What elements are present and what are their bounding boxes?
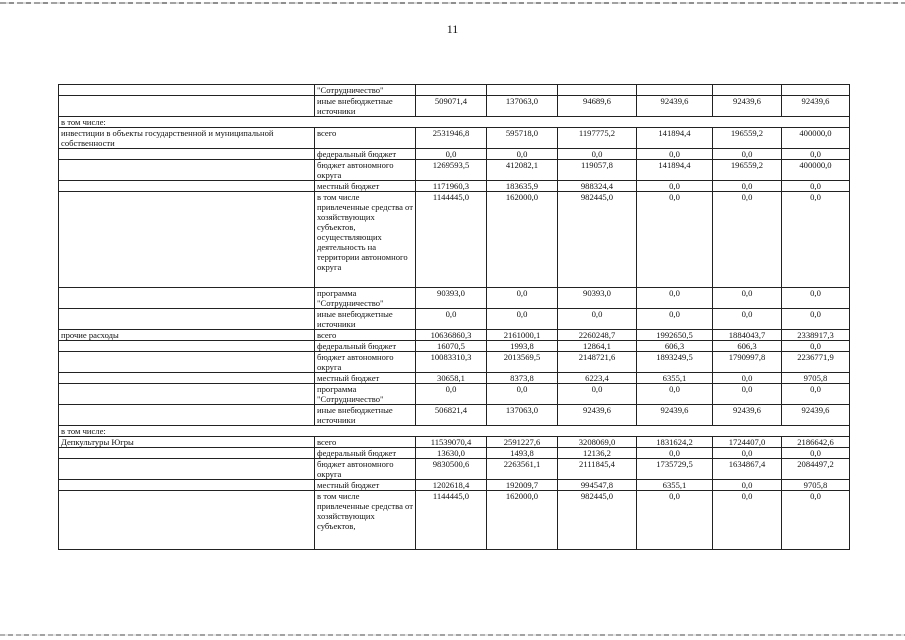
amount-cell: 0,0 <box>637 448 713 459</box>
funding-source: местный бюджет <box>315 480 416 491</box>
amount-cell: 1884043,7 <box>713 330 782 341</box>
amount-cell: 595718,0 <box>487 128 558 149</box>
table-row <box>59 85 850 96</box>
amount-cell: 162000,0 <box>487 192 558 288</box>
amount-cell: 1269593,5 <box>416 160 487 181</box>
amount-cell: 192009,7 <box>487 480 558 491</box>
amount-cell: 137063,0 <box>487 96 558 117</box>
amount-cell: 92439,6 <box>782 405 850 426</box>
funding-source: всего <box>315 330 416 341</box>
amount-cell: 0,0 <box>637 181 713 192</box>
amount-cell: 141894,4 <box>637 160 713 181</box>
funding-source: федеральный бюджет <box>315 341 416 352</box>
amount-cell: 0,0 <box>782 288 850 309</box>
table-row <box>59 96 850 117</box>
funding-source: федеральный бюджет <box>315 448 416 459</box>
funding-source: федеральный бюджет <box>315 149 416 160</box>
amount-cell: 92439,6 <box>782 96 850 117</box>
row-name <box>59 192 315 288</box>
amount-cell: 0,0 <box>782 384 850 405</box>
amount-cell: 0,0 <box>782 309 850 330</box>
amount-cell: 0,0 <box>416 384 487 405</box>
table-row <box>59 448 850 459</box>
amount-cell: 982445,0 <box>558 192 637 288</box>
table-row <box>59 352 850 373</box>
amount-cell: 0,0 <box>782 192 850 288</box>
amount-cell: 16070,5 <box>416 341 487 352</box>
table-row <box>59 373 850 384</box>
amount-cell: 0,0 <box>637 192 713 288</box>
amount-cell: 506821,4 <box>416 405 487 426</box>
row-name: инвестиции в объекты государственной и муниципальной собственности <box>59 128 315 149</box>
amount-cell <box>782 85 850 96</box>
row-name <box>59 491 315 550</box>
amount-cell: 1493,8 <box>487 448 558 459</box>
amount-cell: 988324,4 <box>558 181 637 192</box>
amount-cell: 0,0 <box>713 384 782 405</box>
amount-cell <box>713 85 782 96</box>
amount-cell: 0,0 <box>713 491 782 550</box>
table-row <box>59 405 850 426</box>
amount-cell: 606,3 <box>637 341 713 352</box>
amount-cell: 2260248,7 <box>558 330 637 341</box>
amount-cell: 0,0 <box>637 149 713 160</box>
row-name <box>59 288 315 309</box>
table-row <box>59 437 850 448</box>
amount-cell: 400000,0 <box>782 160 850 181</box>
row-name <box>59 341 315 352</box>
amount-cell: 606,3 <box>713 341 782 352</box>
table-body <box>59 85 850 550</box>
table-row <box>59 192 850 288</box>
funding-source: бюджет автономного округа <box>315 459 416 480</box>
amount-cell: 1724407,0 <box>713 437 782 448</box>
row-name <box>59 448 315 459</box>
amount-cell: 2111845,4 <box>558 459 637 480</box>
funding-source: бюджет автономного округа <box>315 352 416 373</box>
funding-source: местный бюджет <box>315 373 416 384</box>
amount-cell: 1790997,8 <box>713 352 782 373</box>
amount-cell: 92439,6 <box>637 96 713 117</box>
row-name <box>59 160 315 181</box>
amount-cell: 0,0 <box>713 309 782 330</box>
amount-cell: 0,0 <box>637 288 713 309</box>
amount-cell: 11539070,4 <box>416 437 487 448</box>
amount-cell: 6355,1 <box>637 480 713 491</box>
table-row <box>59 341 850 352</box>
amount-cell: 9705,8 <box>782 373 850 384</box>
amount-cell: 2013569,5 <box>487 352 558 373</box>
amount-cell: 6223,4 <box>558 373 637 384</box>
amount-cell: 1197775,2 <box>558 128 637 149</box>
amount-cell <box>558 85 637 96</box>
amount-cell: 2236771,9 <box>782 352 850 373</box>
amount-cell: 509071,4 <box>416 96 487 117</box>
funding-source: в том числе привлеченные средства от хозяйствующих субъектов, осуществляющих деятельность на территории автономного округа <box>315 192 416 288</box>
row-name <box>59 85 315 96</box>
amount-cell: 1144445,0 <box>416 491 487 550</box>
amount-cell: 12864,1 <box>558 341 637 352</box>
table-row <box>59 288 850 309</box>
amount-cell: 0,0 <box>416 149 487 160</box>
amount-cell: 1831624,2 <box>637 437 713 448</box>
amount-cell: 0,0 <box>487 149 558 160</box>
row-name <box>59 384 315 405</box>
row-name <box>59 181 315 192</box>
amount-cell: 141894,4 <box>637 128 713 149</box>
table-row <box>59 330 850 341</box>
table-row <box>59 160 850 181</box>
amount-cell: 1735729,5 <box>637 459 713 480</box>
section-row <box>59 426 850 437</box>
amount-cell: 2161000,1 <box>487 330 558 341</box>
amount-cell: 0,0 <box>713 181 782 192</box>
funding-source: всего <box>315 128 416 149</box>
amount-cell: 0,0 <box>637 491 713 550</box>
row-name <box>59 352 315 373</box>
funding-source: "Сотрудничество" <box>315 85 416 96</box>
amount-cell: 400000,0 <box>782 128 850 149</box>
amount-cell: 0,0 <box>487 309 558 330</box>
amount-cell: 196559,2 <box>713 128 782 149</box>
amount-cell: 0,0 <box>487 384 558 405</box>
funding-source: местный бюджет <box>315 181 416 192</box>
funding-source: в том числе привлеченные средства от хозяйствующих субъектов, <box>315 491 416 550</box>
row-name <box>59 96 315 117</box>
funding-source: иные внебюджетные источники <box>315 405 416 426</box>
amount-cell: 94689,6 <box>558 96 637 117</box>
amount-cell: 2148721,6 <box>558 352 637 373</box>
amount-cell: 0,0 <box>637 384 713 405</box>
amount-cell: 2186642,6 <box>782 437 850 448</box>
amount-cell: 2531946,8 <box>416 128 487 149</box>
amount-cell: 2591227,6 <box>487 437 558 448</box>
amount-cell: 0,0 <box>782 341 850 352</box>
section-label: в том числе: <box>59 117 850 128</box>
budget-table <box>58 84 850 550</box>
amount-cell: 1144445,0 <box>416 192 487 288</box>
section-row <box>59 117 850 128</box>
amount-cell: 162000,0 <box>487 491 558 550</box>
amount-cell: 0,0 <box>713 373 782 384</box>
amount-cell <box>637 85 713 96</box>
scan-edge-bottom <box>0 634 905 636</box>
row-name: Депкультуры Югры <box>59 437 315 448</box>
amount-cell: 1202618,4 <box>416 480 487 491</box>
amount-cell: 994547,8 <box>558 480 637 491</box>
amount-cell: 0,0 <box>713 149 782 160</box>
row-name <box>59 405 315 426</box>
row-name: прочие расходы <box>59 330 315 341</box>
amount-cell: 137063,0 <box>487 405 558 426</box>
amount-cell: 92439,6 <box>713 96 782 117</box>
amount-cell: 0,0 <box>558 309 637 330</box>
row-name <box>59 309 315 330</box>
table-row <box>59 459 850 480</box>
table-row <box>59 480 850 491</box>
amount-cell: 90393,0 <box>416 288 487 309</box>
row-name <box>59 373 315 384</box>
amount-cell: 0,0 <box>782 181 850 192</box>
amount-cell: 92439,6 <box>637 405 713 426</box>
funding-source: программа "Сотрудничество" <box>315 288 416 309</box>
amount-cell: 3208069,0 <box>558 437 637 448</box>
amount-cell: 1634867,4 <box>713 459 782 480</box>
amount-cell: 0,0 <box>782 448 850 459</box>
row-name <box>59 480 315 491</box>
amount-cell: 0,0 <box>713 480 782 491</box>
amount-cell: 6355,1 <box>637 373 713 384</box>
amount-cell: 982445,0 <box>558 491 637 550</box>
amount-cell: 90393,0 <box>558 288 637 309</box>
page-number: 11 <box>446 22 459 36</box>
amount-cell: 412082,1 <box>487 160 558 181</box>
amount-cell: 12136,2 <box>558 448 637 459</box>
amount-cell: 1992650,5 <box>637 330 713 341</box>
funding-source: бюджет автономного округа <box>315 160 416 181</box>
amount-cell: 0,0 <box>713 288 782 309</box>
amount-cell: 0,0 <box>782 491 850 550</box>
amount-cell: 0,0 <box>637 309 713 330</box>
amount-cell: 10636860,3 <box>416 330 487 341</box>
amount-cell: 1893249,5 <box>637 352 713 373</box>
funding-source: программа "Сотрудничество" <box>315 384 416 405</box>
amount-cell: 0,0 <box>416 309 487 330</box>
row-name <box>59 149 315 160</box>
section-label: в том числе: <box>59 426 850 437</box>
table-row <box>59 149 850 160</box>
amount-cell <box>416 85 487 96</box>
amount-cell: 196559,2 <box>713 160 782 181</box>
amount-cell: 2263561,1 <box>487 459 558 480</box>
table-row <box>59 128 850 149</box>
amount-cell: 9830500,6 <box>416 459 487 480</box>
amount-cell: 2084497,2 <box>782 459 850 480</box>
amount-cell: 2338917,3 <box>782 330 850 341</box>
table-row <box>59 181 850 192</box>
table-row <box>59 491 850 550</box>
amount-cell: 183635,9 <box>487 181 558 192</box>
amount-cell: 92439,6 <box>713 405 782 426</box>
amount-cell: 119057,8 <box>558 160 637 181</box>
amount-cell: 0,0 <box>713 448 782 459</box>
scan-edge-top <box>0 2 905 4</box>
amount-cell: 0,0 <box>558 149 637 160</box>
funding-source: всего <box>315 437 416 448</box>
amount-cell: 0,0 <box>713 192 782 288</box>
amount-cell: 10083310,3 <box>416 352 487 373</box>
amount-cell: 1171960,3 <box>416 181 487 192</box>
amount-cell: 1993,8 <box>487 341 558 352</box>
row-name <box>59 459 315 480</box>
amount-cell <box>487 85 558 96</box>
table-row <box>59 384 850 405</box>
table-row <box>59 309 850 330</box>
amount-cell: 92439,6 <box>558 405 637 426</box>
amount-cell: 0,0 <box>782 149 850 160</box>
funding-source: иные внебюджетные источники <box>315 96 416 117</box>
amount-cell: 8373,8 <box>487 373 558 384</box>
amount-cell: 0,0 <box>487 288 558 309</box>
amount-cell: 13630,0 <box>416 448 487 459</box>
amount-cell: 30658,1 <box>416 373 487 384</box>
amount-cell: 0,0 <box>558 384 637 405</box>
funding-source: иные внебюджетные источники <box>315 309 416 330</box>
amount-cell: 9705,8 <box>782 480 850 491</box>
